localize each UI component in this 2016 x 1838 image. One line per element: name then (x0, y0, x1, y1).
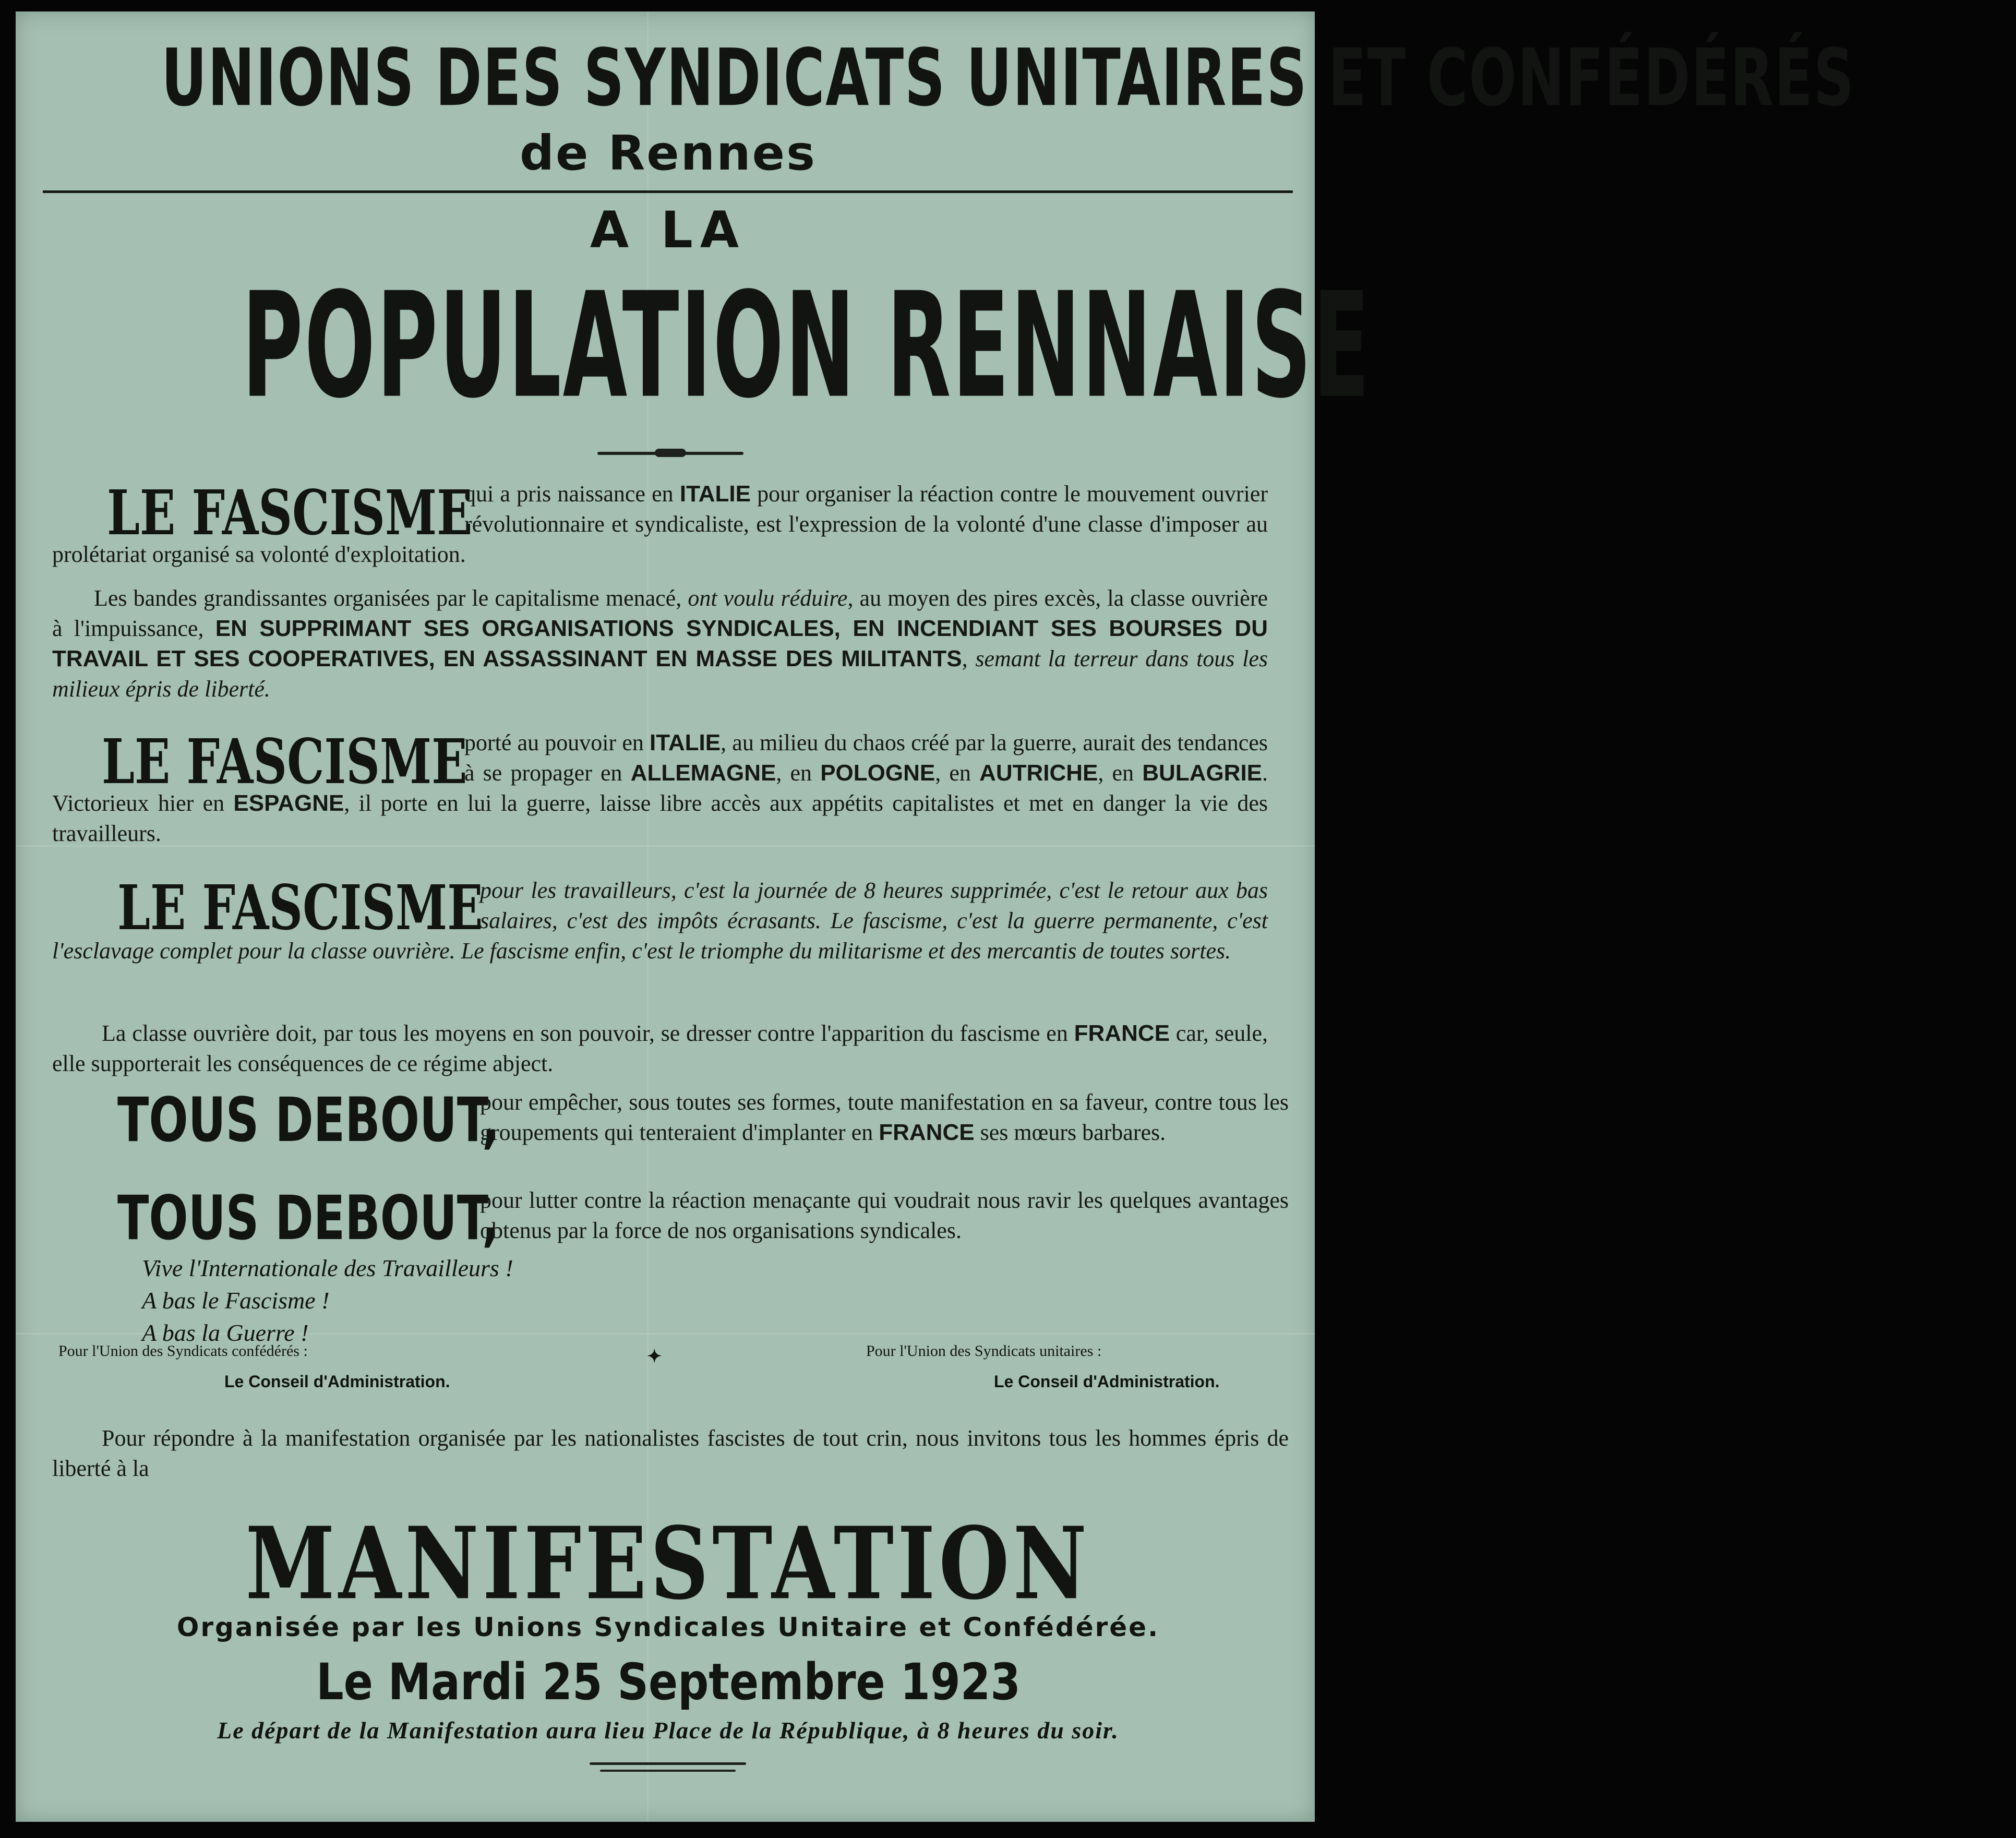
section1-text: pour organiser la réaction contre le mouvement ouvrier révolutionnaire et syndicaliste, est l'expression de la volonté d'une classe d'imposer au prolétariat organisé sa volonté d'exploitation. (52, 481, 1268, 567)
header-rule (43, 190, 1293, 193)
signature-right-label: Pour l'Union des Syndicats unitaires : (866, 1342, 1102, 1360)
footer-ornament (590, 1762, 746, 1765)
section1-paragraph2 (52, 583, 1268, 704)
section1-body (52, 479, 1268, 570)
debout2-lead: TOUS DEBOUT, (117, 1183, 500, 1254)
section3-text: car, seule, elle supporterait les conséquences de ce régime abject. (52, 1020, 1268, 1076)
footer-ornament (600, 1770, 736, 1772)
header-org-line: UNIONS DES SYNDICATS UNITAIRES ET CONFÉDÉRÉS (161, 32, 1855, 124)
section1-text: Les bandes grandissantes organisées par le capitalisme menacé, (94, 585, 688, 611)
lead-spacer (52, 1185, 480, 1244)
section1-italic: , semant la terreur dans tous les milieux épris de liberté. (52, 646, 1268, 702)
audience-title: POPULATION RENNAISE (242, 261, 1372, 430)
lead-spacer (52, 875, 480, 934)
slogan-item: A bas la Guerre ! (142, 1319, 309, 1346)
section2-country: ALLEMAGNE (630, 760, 776, 786)
slogan-item: A bas le Fascisme ! (142, 1287, 330, 1314)
address-line: A LA (590, 201, 747, 259)
section3-body (52, 875, 1268, 966)
section1-text: qui a pris naissance en (464, 481, 680, 507)
section1-italic: ont voulu réduire (688, 585, 848, 611)
event-date-wrap (0, 1653, 1336, 1712)
debout1-country: FRANCE (879, 1120, 975, 1145)
event-title: MANIFESTATION (245, 1505, 1091, 1622)
star-ornament-icon: ✦ (647, 1346, 662, 1367)
debout1-lead: TOUS DEBOUT, (117, 1085, 500, 1156)
event-departure: Le départ de la Manifestation aura lieu Place de la République, à 8 heures du soir. (217, 1717, 1119, 1744)
section2-country: BULAGRIE (1142, 760, 1263, 786)
section2-text: , en (776, 760, 821, 786)
section3-country: FRANCE (1074, 1020, 1170, 1046)
section1-lead: LE FASCISME (107, 477, 473, 549)
audience-wrap (0, 261, 1372, 430)
debout1-body (52, 1087, 1289, 1148)
event-organizers: Organisée par les Unions Syndicales Unitaire et Confédérée. (176, 1612, 1160, 1642)
section2-body (52, 728, 1268, 849)
section2-text: , en (1098, 760, 1143, 786)
slogan-item: Vive l'Internationale des Travailleurs ! (142, 1255, 513, 1281)
section2-text: , en (935, 760, 980, 786)
debout1-text: pour empêcher, sous toutes ses formes, toute manifestation en sa faveur, contre tous les groupements qui tenteraient d'implanter en (480, 1089, 1289, 1145)
section1-text: , au moyen des pires excès, la classe ouvrière à l'impuissance, (52, 585, 1268, 641)
debout2-text: pour lutter contre la réaction menaçante qui voudrait nous ravir les quelques avantages obtenus par la force de nos organisations syndicales. (480, 1187, 1289, 1243)
section2-country: AUTRICHE (979, 760, 1098, 786)
header-city-line: de Rennes (520, 125, 817, 181)
signature-left-label: Pour l'Union des Syndicats confédérés : (58, 1342, 308, 1360)
section1-bold-claim: EN SUPPRIMANT SES ORGANISATIONS SYNDICALES, EN INCENDIANT SES BOURSES DU TRAVAIL ET SES COOPERATIVES, EN ASSASSINANT EN MASSE DES MILITANTS (52, 616, 1268, 671)
signature-right-name: Le Conseil d'Administration. (994, 1372, 1220, 1391)
section2-lead: LE FASCISME (102, 726, 467, 798)
debout1-text: ses mœurs barbares. (974, 1120, 1166, 1145)
lead-spacer (52, 728, 464, 786)
divider-ornament-center (655, 449, 686, 457)
slogan-list (142, 1252, 513, 1349)
section3-lead: LE FASCISME (117, 872, 483, 944)
section1-emph: ITALIE (679, 481, 751, 507)
event-title-wrap (0, 1505, 1336, 1622)
lead-spacer (52, 1087, 480, 1146)
section2-country: ESPAGNE (233, 790, 344, 816)
event-date: Le Mardi 25 Septembre 1923 (316, 1653, 1021, 1712)
section2-text: porté au pouvoir en (464, 730, 650, 755)
section2-text: . Victorieux hier en (52, 760, 1268, 816)
section2-country: ITALIE (650, 730, 721, 755)
section2-country: POLOGNE (820, 760, 935, 786)
section2-text: , au milieu du chaos créé par la guerre, aurait des tendances à se propager en (464, 730, 1268, 786)
lead-spacer (52, 479, 464, 537)
signature-left-name: Le Conseil d'Administration. (224, 1372, 450, 1391)
invitation-text: Pour répondre à la manifestation organisée par les nationalistes fascistes de tout crin, nous invitons tous les hommes épris de liberté à la (52, 1425, 1289, 1481)
header-org-wrap (0, 32, 1855, 124)
section3-text: La classe ouvrière doit, par tous les moyens en son pouvoir, se dresser contre l'apparition du fascisme en (102, 1020, 1074, 1046)
section2-text: , il porte en lui la guerre, laisse libre accès aux appétits capitalistes et met en danger la vie des travailleurs. (52, 790, 1268, 846)
section3-text: pour les travailleurs, c'est la journée de 8 heures supprimée, c'est le retour aux bas salaires, c'est des impôts écrasants. Le fascisme, c'est la guerre permanente, c'est l'esclavage complet pour la classe ouvrière. Le fascisme enfin, c'est le triomphe du militarisme et des mercantis de toutes sortes. (52, 878, 1268, 964)
debout2-body (52, 1185, 1289, 1246)
section3-paragraph2 (52, 1018, 1268, 1079)
